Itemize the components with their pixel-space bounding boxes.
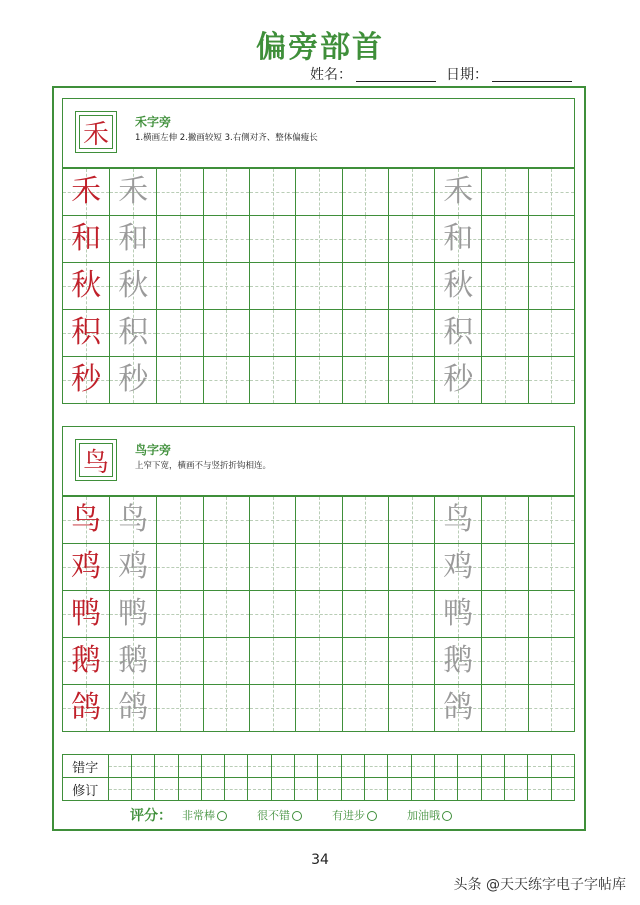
practice-cell[interactable] (110, 263, 157, 310)
trace-char: 禾 (118, 174, 149, 209)
practice-cell[interactable] (342, 685, 388, 732)
practice-cell[interactable] (435, 685, 482, 732)
practice-cell[interactable] (157, 544, 203, 591)
trace-char: 鸟 (443, 502, 474, 537)
practice-cell[interactable] (249, 310, 295, 357)
correction-cell[interactable] (108, 755, 131, 778)
correction-cell[interactable] (528, 755, 551, 778)
trace-char: 秒 (118, 362, 149, 397)
section-description: 1.横画左伸 2.撇画较短 3.右侧对齐、整体偏瘦长 (135, 133, 318, 143)
practice-cell[interactable] (110, 169, 157, 216)
trace-char: 和 (443, 221, 474, 256)
correction-cell[interactable] (155, 778, 178, 801)
practice-cell[interactable] (435, 497, 482, 544)
correction-cell[interactable] (411, 778, 434, 801)
table-row (63, 638, 575, 685)
practice-cell[interactable] (203, 544, 249, 591)
trace-char: 鸟 (118, 502, 149, 537)
practice-cell[interactable] (203, 497, 249, 544)
practice-cell[interactable] (528, 169, 574, 216)
practice-cell[interactable] (342, 357, 388, 404)
practice-cell[interactable] (63, 263, 110, 310)
practice-cell[interactable] (110, 685, 157, 732)
practice-cell[interactable] (342, 216, 388, 263)
practice-cell[interactable] (203, 169, 249, 216)
practice-cell[interactable] (296, 216, 342, 263)
correction-cell[interactable] (388, 755, 411, 778)
correction-cell[interactable] (201, 755, 224, 778)
section-description: 上窄下宽，横画不与竖折折钩相连。 (135, 461, 272, 471)
trace-char: 和 (118, 221, 149, 256)
practice-cell[interactable] (482, 638, 528, 685)
practice-cell[interactable] (296, 591, 342, 638)
practice-cell[interactable] (157, 685, 203, 732)
practice-cell[interactable] (249, 169, 295, 216)
practice-cell[interactable] (342, 544, 388, 591)
practice-cell[interactable] (388, 310, 434, 357)
practice-cell[interactable] (342, 263, 388, 310)
practice-cell[interactable] (342, 638, 388, 685)
table-row (63, 357, 575, 404)
section-title: 禾字旁 (135, 115, 172, 129)
practice-cell[interactable] (203, 638, 249, 685)
practice-cell[interactable] (157, 310, 203, 357)
table-row (63, 263, 575, 310)
practice-cell[interactable] (528, 497, 574, 544)
practice-cell[interactable] (296, 685, 342, 732)
correction-cell[interactable] (201, 778, 224, 801)
correction-cell[interactable] (248, 755, 271, 778)
practice-cell[interactable] (157, 591, 203, 638)
trace-char: 鸭 (443, 596, 474, 631)
practice-cell[interactable] (342, 310, 388, 357)
practice-cell[interactable] (63, 216, 110, 263)
practice-cell[interactable] (249, 357, 295, 404)
correction-cell[interactable] (434, 778, 457, 801)
trace-char: 秒 (443, 362, 474, 397)
correction-cell[interactable] (481, 755, 504, 778)
table-row (63, 778, 575, 801)
section-head-1 (62, 98, 575, 168)
model-char: 秒 (71, 362, 102, 397)
correction-cell[interactable] (341, 778, 364, 801)
practice-grid-1 (62, 168, 575, 404)
table-row (63, 216, 575, 263)
trace-char: 鸽 (118, 690, 149, 725)
practice-cell[interactable] (388, 685, 434, 732)
practice-cell[interactable] (110, 591, 157, 638)
correction-grid (62, 754, 575, 801)
correction-cell[interactable] (458, 755, 481, 778)
practice-cell[interactable] (296, 169, 342, 216)
practice-cell[interactable] (249, 685, 295, 732)
correction-cell[interactable] (388, 778, 411, 801)
practice-cell[interactable] (249, 591, 295, 638)
practice-cell[interactable] (110, 497, 157, 544)
model-char: 积 (71, 315, 102, 350)
practice-cell[interactable] (482, 310, 528, 357)
practice-cell[interactable] (63, 591, 110, 638)
correction-cell[interactable] (271, 755, 294, 778)
practice-cell[interactable] (110, 310, 157, 357)
practice-cell[interactable] (249, 263, 295, 310)
radical-box (75, 439, 117, 481)
practice-cell[interactable] (528, 685, 574, 732)
correction-cell[interactable] (248, 778, 271, 801)
score-label: 评分： (130, 808, 172, 824)
correction-cell[interactable] (225, 778, 248, 801)
practice-cell[interactable] (528, 216, 574, 263)
trace-char: 禾 (443, 174, 474, 209)
practice-cell[interactable] (482, 497, 528, 544)
trace-char: 鸽 (443, 690, 474, 725)
correction-cell[interactable] (225, 755, 248, 778)
correction-cell[interactable] (178, 755, 201, 778)
table-row (63, 310, 575, 357)
correction-cell[interactable] (528, 778, 551, 801)
practice-cell[interactable] (388, 263, 434, 310)
score-row (130, 805, 482, 825)
watermark: 头条 @天天练字电子字帖库 (453, 877, 626, 893)
practice-cell[interactable] (157, 169, 203, 216)
table-row (63, 497, 575, 544)
practice-cell[interactable] (203, 310, 249, 357)
table-row (63, 544, 575, 591)
practice-cell[interactable] (249, 544, 295, 591)
table-row (63, 591, 575, 638)
correction-cell[interactable] (295, 755, 318, 778)
correction-cell[interactable] (411, 755, 434, 778)
practice-cell[interactable] (435, 591, 482, 638)
practice-cell[interactable] (296, 638, 342, 685)
practice-cell[interactable] (482, 263, 528, 310)
trace-char: 鸡 (443, 549, 474, 584)
practice-cell[interactable] (388, 357, 434, 404)
correction-cell[interactable] (551, 778, 574, 801)
practice-cell[interactable] (482, 544, 528, 591)
practice-cell[interactable] (342, 591, 388, 638)
correction-cell[interactable] (318, 778, 341, 801)
practice-cell[interactable] (528, 638, 574, 685)
correction-cell[interactable] (504, 755, 527, 778)
correction-cell[interactable] (434, 755, 457, 778)
practice-cell[interactable] (342, 497, 388, 544)
practice-cell[interactable] (63, 544, 110, 591)
correction-cell[interactable] (131, 778, 154, 801)
model-char: 禾 (71, 174, 102, 209)
practice-cell[interactable] (388, 544, 434, 591)
practice-cell[interactable] (528, 310, 574, 357)
correction-cell[interactable] (178, 778, 201, 801)
page-number: 34 (311, 852, 329, 868)
practice-cell[interactable] (482, 216, 528, 263)
practice-cell[interactable] (482, 357, 528, 404)
practice-cell[interactable] (63, 310, 110, 357)
table-row (63, 755, 575, 778)
practice-cell[interactable] (203, 216, 249, 263)
practice-cell[interactable] (203, 685, 249, 732)
practice-cell[interactable] (249, 638, 295, 685)
practice-cell[interactable] (435, 169, 482, 216)
table-row (63, 169, 575, 216)
correction-cell[interactable] (295, 778, 318, 801)
practice-cell[interactable] (157, 497, 203, 544)
practice-cell[interactable] (203, 591, 249, 638)
trace-char: 积 (118, 315, 149, 350)
practice-cell[interactable] (110, 544, 157, 591)
practice-cell[interactable] (388, 497, 434, 544)
practice-cell[interactable] (249, 497, 295, 544)
page-title: 偏旁部首 (256, 30, 384, 65)
radical-box (75, 111, 117, 153)
practice-cell[interactable] (63, 685, 110, 732)
practice-cell[interactable] (528, 263, 574, 310)
practice-cell[interactable] (296, 357, 342, 404)
correction-cell[interactable] (341, 755, 364, 778)
radical-char: 鸟 (79, 443, 113, 477)
practice-cell[interactable] (482, 685, 528, 732)
practice-cell[interactable] (296, 310, 342, 357)
correction-cell[interactable] (271, 778, 294, 801)
date-label: 日期： (446, 67, 488, 83)
model-char: 和 (71, 221, 102, 256)
practice-cell[interactable] (203, 263, 249, 310)
practice-cell[interactable] (435, 357, 482, 404)
practice-cell[interactable] (435, 544, 482, 591)
practice-cell[interactable] (435, 263, 482, 310)
correction-cell[interactable] (504, 778, 527, 801)
practice-cell[interactable] (157, 638, 203, 685)
score-option-3[interactable]: 有进步 (332, 807, 377, 823)
practice-cell[interactable] (528, 544, 574, 591)
practice-cell[interactable] (157, 216, 203, 263)
practice-cell[interactable] (388, 638, 434, 685)
table-row (63, 685, 575, 732)
practice-cell[interactable] (63, 357, 110, 404)
trace-char: 积 (443, 315, 474, 350)
radical-char: 禾 (79, 115, 113, 149)
practice-cell[interactable] (482, 169, 528, 216)
practice-cell[interactable] (157, 263, 203, 310)
trace-char: 秋 (443, 268, 474, 303)
practice-cell[interactable] (63, 497, 110, 544)
practice-cell[interactable] (296, 497, 342, 544)
circle-icon[interactable] (217, 811, 227, 821)
practice-cell[interactable] (435, 638, 482, 685)
circle-icon[interactable] (442, 811, 452, 821)
correction-cell[interactable] (458, 778, 481, 801)
trace-char: 秋 (118, 268, 149, 303)
practice-cell[interactable] (249, 216, 295, 263)
score-option-2[interactable]: 很不错 (257, 807, 302, 823)
practice-cell[interactable] (110, 357, 157, 404)
name-label: 姓名： (310, 67, 352, 83)
trace-char: 鹅 (118, 643, 149, 678)
practice-cell[interactable] (63, 169, 110, 216)
practice-cell[interactable] (388, 216, 434, 263)
practice-cell[interactable] (528, 357, 574, 404)
model-char: 鸟 (71, 502, 102, 537)
name-date-line (310, 64, 582, 84)
model-char: 鹅 (71, 643, 102, 678)
correction-cell[interactable] (365, 755, 388, 778)
practice-cell[interactable] (388, 591, 434, 638)
practice-cell[interactable] (296, 544, 342, 591)
score-option-4[interactable]: 加油哦 (407, 807, 452, 823)
practice-cell[interactable] (157, 357, 203, 404)
practice-cell[interactable] (110, 638, 157, 685)
correction-cell[interactable] (155, 755, 178, 778)
model-char: 鸡 (71, 549, 102, 584)
correction-cell[interactable] (481, 778, 504, 801)
practice-cell[interactable] (482, 591, 528, 638)
model-char: 鸽 (71, 690, 102, 725)
circle-icon[interactable] (367, 811, 377, 821)
circle-icon[interactable] (292, 811, 302, 821)
practice-cell[interactable] (342, 169, 388, 216)
trace-char: 鸡 (118, 549, 149, 584)
practice-cell[interactable] (296, 263, 342, 310)
practice-cell[interactable] (435, 310, 482, 357)
model-char: 秋 (71, 268, 102, 303)
practice-cell[interactable] (388, 169, 434, 216)
trace-char: 鹅 (443, 643, 474, 678)
practice-cell[interactable] (528, 591, 574, 638)
correction-label-2: 修订 (63, 778, 109, 801)
practice-cell[interactable] (203, 357, 249, 404)
score-option-1[interactable]: 非常棒 (182, 807, 227, 823)
correction-cell[interactable] (365, 778, 388, 801)
correction-cell[interactable] (131, 755, 154, 778)
correction-cell[interactable] (318, 755, 341, 778)
correction-cell[interactable] (551, 755, 574, 778)
section-title: 鸟字旁 (135, 443, 172, 457)
practice-grid-2 (62, 496, 575, 732)
correction-label-1: 错字 (63, 755, 109, 778)
practice-cell[interactable] (63, 638, 110, 685)
correction-cell[interactable] (108, 778, 131, 801)
name-field[interactable] (356, 67, 436, 82)
date-field[interactable] (492, 67, 572, 82)
practice-cell[interactable] (435, 216, 482, 263)
section-head-2 (62, 426, 575, 496)
practice-cell[interactable] (110, 216, 157, 263)
model-char: 鸭 (71, 596, 102, 631)
trace-char: 鸭 (118, 596, 149, 631)
